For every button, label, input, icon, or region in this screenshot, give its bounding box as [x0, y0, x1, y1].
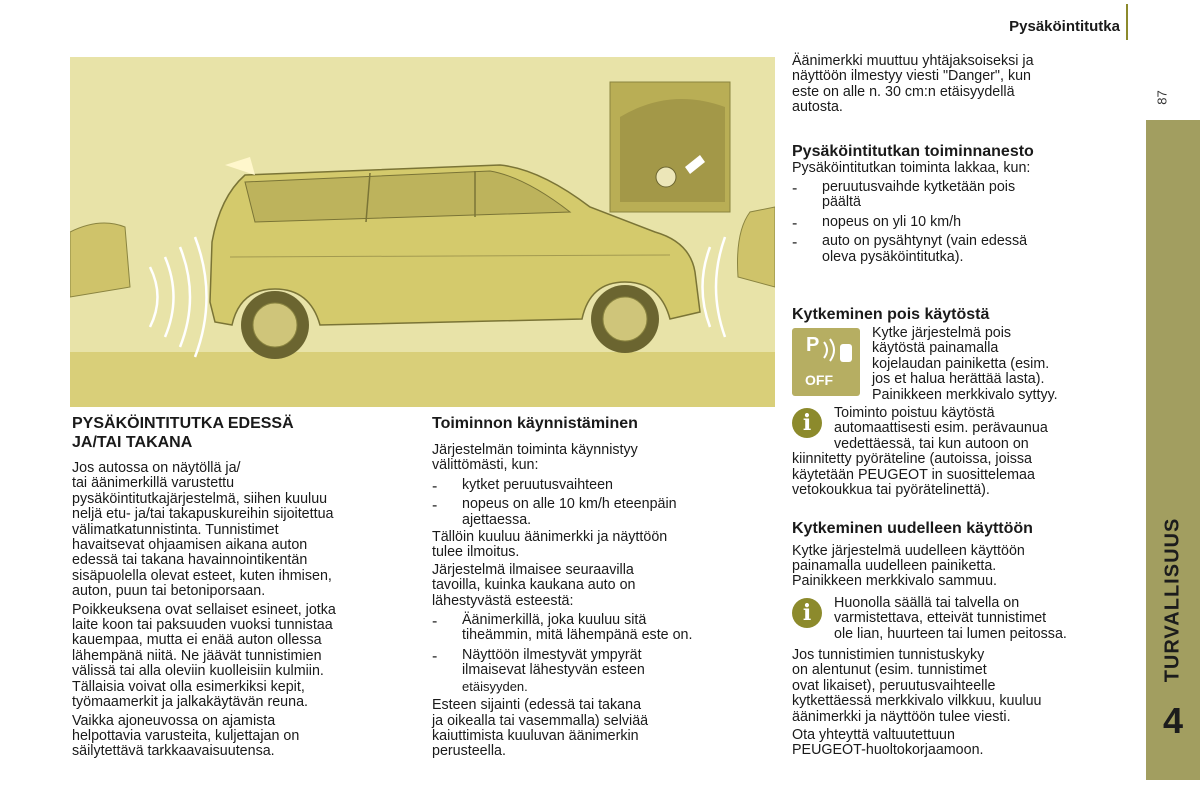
middle-column [432, 414, 777, 760]
reactivation-paragraph: Kytke järjestelmä uudelleen käyttöön painamalla uudelleen painiketta. Painikkeen merkkivalo sammuu. [792, 542, 1025, 590]
info-box-weather: i Huonolla säällä tai talvella on varmistettava, etteivät tunnistimet ole lian, huurteen tai lumen peitossa. [792, 596, 1132, 642]
list-item: - nopeus on yli 10 km/h [792, 215, 1132, 230]
left-column [72, 414, 412, 760]
chapter-number: 4 [1162, 700, 1184, 741]
list-item: - kytket peruutusvaihteen [432, 478, 777, 493]
list-item: - peruutusvaihde kytketään pois päältä [792, 180, 1132, 211]
reactivation-title: Kytkeminen uudelleen käyttöön [792, 519, 1033, 537]
intro-paragraph: Jos autossa on näytöllä ja/ tai äänimerkillä varustettu pysäköintitutkajärjestelmä, siihen kuuluu neljä etu- ja/tai takapuskureihin sijoitettua välimatkatunnistinta. Tunnistimet havaitsevat ohjaamisen aikana auton edessä tai takana havainnointikentän sisäpuolella olevat esteet, kuten ihmisen, auton, puun tai betoniporsaan. [72, 460, 334, 600]
position-paragraph: Esteen sijainti (edessä tai takana ja oikealla tai vasemmalla) selviää kaiuttimista kuuluvan äänimerkin perusteella. [432, 697, 649, 760]
activation-intro: Järjestelmän toiminta käynnistyy välittömästi, kun: [432, 442, 638, 474]
switch-off-title: Kytkeminen pois käytöstä [792, 306, 990, 324]
right-column [792, 54, 1132, 759]
section-title-line2: JA/TAI TAKANA [72, 434, 193, 451]
switch-off-block [792, 326, 1132, 404]
exceptions-paragraph: Poikkeuksena ovat sellaiset esineet, jotka laite koon tai paksuuden vuoksi tunnistaa kauempaa, mutta ei enää auton ollessa lähempänä niitä. Ne jäävät tunnistimien välissä tai alla oleviin kuolleisiin kulmiin. Tällaisia voivat olla esimerkiksi kepit, työmaamerkit ja jalkakäytävän reuna. [72, 601, 336, 711]
danger-paragraph: Äänimerkki muuttuu yhtäjaksoiseksi ja näyttöön ilmestyy viesti "Danger", kun este on alle n. 30 cm:n etäisyydellä autosta. [792, 53, 1034, 116]
off-label: OFF [805, 372, 833, 389]
deactivation-title: Pysäköintitutkan toiminnanesto [792, 142, 1034, 160]
list-item: - nopeus on alle 10 km/h eteenpäin ajettaessa. [432, 497, 777, 528]
switch-off-text: Kytke järjestelmä pois käytöstä painamalla kojelaudan painiketta (esim. jos et halua herättää lasta). Painikkeen merkkivalo syttyy. [872, 325, 1058, 403]
parking-sensor-off-button [792, 328, 860, 396]
section-title-line1: PYSÄKÖINTITUTKA EDESSÄ [72, 415, 294, 432]
car-illustration [70, 57, 775, 407]
list-item: - Näyttöön ilmestyvät ympyrät ilmaisevat lähestyvän esteen etäisyyden. [432, 648, 777, 694]
distance-paragraph: Järjestelmä ilmaisee seuraavilla tavoilla, kuinka kaukana auto on lähestyvästä esteestä: [432, 561, 636, 609]
caution-paragraph: Vaikka ajoneuvossa on ajamista helpottavia varusteita, kuljettajan on säilytettävä tarkkaavaisuutensa. [72, 712, 300, 760]
info-box-trailer: i Toiminto poistuu käytöstä automaattisesti esim. perävaunua vedettäessä, tai kun autoon on kiinnitetty pyöräteline (autoissa, joissa käytetään PEUGEOT in suosittelemaa vetokoukkua tai pyörätelinettä). [792, 405, 1048, 499]
list-item: - auto on pysähtynyt (vain edessä oleva pysäköintitutka). [792, 234, 1132, 265]
sensor-waves-icon [820, 336, 856, 364]
car-image [70, 57, 775, 407]
info-icon: i [792, 408, 822, 438]
list-item: - Äänimerkillä, joka kuuluu sitä tiheämmin, mitä lähempänä este on. [432, 613, 777, 644]
header-title: Pysäköintitutka [1009, 18, 1120, 35]
page-number: 87 [1154, 90, 1170, 105]
chapter-label: TURVALLISUUS [1161, 517, 1184, 683]
info-icon: i [792, 598, 822, 628]
header-rule [1126, 4, 1128, 40]
activation-title: Toiminnon käynnistäminen [432, 415, 638, 432]
dirty-sensors-paragraph: Jos tunnistimien tunnistuskyky on alentunut (esim. tunnistimet ovat likaiset), peruutusvaihteelle kytkettäessä merkkivalo vilkkuu, kuuluu äänimerkki ja näyttöön tulee viesti. [792, 646, 1042, 725]
deactivation-intro: Pysäköintitutkan toiminta lakkaa, kun: [792, 159, 1031, 176]
parking-p-icon: P [806, 334, 820, 357]
page-header [950, 18, 1120, 36]
contact-paragraph: Ota yhteyttä valtuutettuun PEUGEOT-huoltokorjaamoon. [792, 726, 984, 759]
notification-paragraph: Tällöin kuuluu äänimerkki ja näyttöön tulee ilmoitus. [432, 529, 668, 561]
